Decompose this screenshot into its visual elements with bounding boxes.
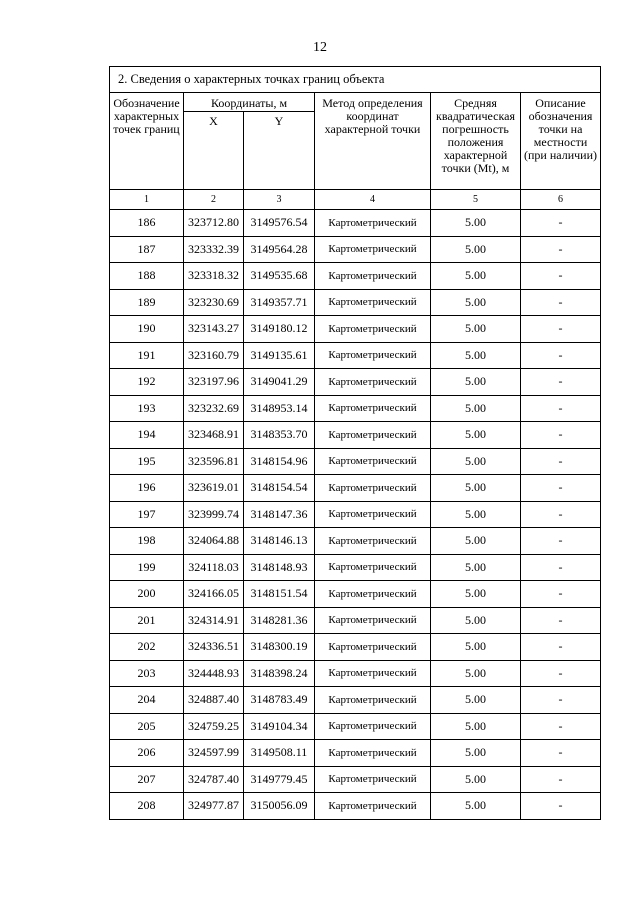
y-cell: 3148151.54 (244, 581, 315, 608)
description-cell: - (521, 793, 601, 820)
description-cell: - (521, 395, 601, 422)
description-cell: - (521, 236, 601, 263)
y-cell: 3149576.54 (244, 210, 315, 237)
column-number: 6 (521, 190, 601, 210)
y-cell: 3148147.36 (244, 501, 315, 528)
table-row (110, 793, 601, 820)
table-row (110, 263, 601, 290)
x-cell: 324336.51 (184, 634, 244, 661)
y-cell: 3148281.36 (244, 607, 315, 634)
description-cell: - (521, 289, 601, 316)
error-cell: 5.00 (431, 289, 521, 316)
x-cell: 323999.74 (184, 501, 244, 528)
x-cell: 324166.05 (184, 581, 244, 608)
point-cell: 189 (110, 289, 184, 316)
point-cell: 193 (110, 395, 184, 422)
point-cell: 195 (110, 448, 184, 475)
error-cell: 5.00 (431, 448, 521, 475)
error-cell: 5.00 (431, 263, 521, 290)
y-cell: 3148300.19 (244, 634, 315, 661)
table-row (110, 528, 601, 555)
x-cell: 323712.80 (184, 210, 244, 237)
description-cell: - (521, 422, 601, 449)
x-cell: 324448.93 (184, 660, 244, 687)
point-cell: 204 (110, 687, 184, 714)
header-coordinates: Координаты, м (184, 93, 315, 112)
error-cell: 5.00 (431, 369, 521, 396)
x-cell: 324977.87 (184, 793, 244, 820)
description-cell: - (521, 740, 601, 767)
table-row (110, 634, 601, 661)
point-cell: 192 (110, 369, 184, 396)
table-row (110, 687, 601, 714)
description-cell: - (521, 210, 601, 237)
point-cell: 186 (110, 210, 184, 237)
description-cell: - (521, 713, 601, 740)
method-cell: Картометрический (315, 263, 431, 290)
table-row (110, 713, 601, 740)
y-cell: 3149180.12 (244, 316, 315, 343)
table-row (110, 740, 601, 767)
x-cell: 324887.40 (184, 687, 244, 714)
column-number: 3 (244, 190, 315, 210)
point-cell: 188 (110, 263, 184, 290)
table-row (110, 289, 601, 316)
error-cell: 5.00 (431, 740, 521, 767)
y-cell: 3148154.96 (244, 448, 315, 475)
error-cell: 5.00 (431, 475, 521, 502)
header-designation: Обозначение характерных точек границ (110, 93, 184, 190)
error-cell: 5.00 (431, 210, 521, 237)
method-cell: Картометрический (315, 501, 431, 528)
method-cell: Картометрический (315, 634, 431, 661)
table-row (110, 475, 601, 502)
point-cell: 208 (110, 793, 184, 820)
error-cell: 5.00 (431, 713, 521, 740)
method-cell: Картометрический (315, 316, 431, 343)
table-row (110, 448, 601, 475)
description-cell: - (521, 607, 601, 634)
header-x: X (184, 112, 244, 190)
table-row (110, 395, 601, 422)
method-cell: Картометрический (315, 713, 431, 740)
method-cell: Картометрический (315, 289, 431, 316)
method-cell: Картометрический (315, 342, 431, 369)
x-cell: 324787.40 (184, 766, 244, 793)
description-cell: - (521, 448, 601, 475)
method-cell: Картометрический (315, 475, 431, 502)
description-cell: - (521, 766, 601, 793)
y-cell: 3149041.29 (244, 369, 315, 396)
y-cell: 3148146.13 (244, 528, 315, 555)
table-row (110, 236, 601, 263)
error-cell: 5.00 (431, 554, 521, 581)
y-cell: 3149104.34 (244, 713, 315, 740)
table-row (110, 581, 601, 608)
point-cell: 199 (110, 554, 184, 581)
method-cell: Картометрический (315, 554, 431, 581)
x-cell: 323596.81 (184, 448, 244, 475)
description-cell: - (521, 554, 601, 581)
point-cell: 196 (110, 475, 184, 502)
boundary-points-table (109, 66, 601, 820)
point-cell: 194 (110, 422, 184, 449)
x-cell: 323332.39 (184, 236, 244, 263)
description-cell: - (521, 528, 601, 555)
y-cell: 3148953.14 (244, 395, 315, 422)
method-cell: Картометрический (315, 395, 431, 422)
error-cell: 5.00 (431, 316, 521, 343)
column-number: 2 (184, 190, 244, 210)
x-cell: 323197.96 (184, 369, 244, 396)
point-cell: 191 (110, 342, 184, 369)
description-cell: - (521, 342, 601, 369)
description-cell: - (521, 501, 601, 528)
x-cell: 324759.25 (184, 713, 244, 740)
header-method: Метод определения координат характерной точки (315, 93, 431, 190)
x-cell: 323232.69 (184, 395, 244, 422)
x-cell: 323318.32 (184, 263, 244, 290)
method-cell: Картометрический (315, 422, 431, 449)
description-cell: - (521, 263, 601, 290)
header-description: Описание обозначения точки на местности (при наличии) (521, 93, 601, 190)
error-cell: 5.00 (431, 395, 521, 422)
table-row (110, 210, 601, 237)
error-cell: 5.00 (431, 607, 521, 634)
x-cell: 323230.69 (184, 289, 244, 316)
y-cell: 3149135.61 (244, 342, 315, 369)
column-numbers-row (110, 190, 601, 210)
column-number: 4 (315, 190, 431, 210)
x-cell: 323468.91 (184, 422, 244, 449)
point-cell: 205 (110, 713, 184, 740)
column-number: 5 (431, 190, 521, 210)
x-cell: 323143.27 (184, 316, 244, 343)
method-cell: Картометрический (315, 369, 431, 396)
point-cell: 206 (110, 740, 184, 767)
section-title: 2. Сведения о характерных точках границ объекта (110, 67, 601, 93)
error-cell: 5.00 (431, 422, 521, 449)
y-cell: 3149535.68 (244, 263, 315, 290)
x-cell: 324597.99 (184, 740, 244, 767)
error-cell: 5.00 (431, 634, 521, 661)
method-cell: Картометрический (315, 528, 431, 555)
error-cell: 5.00 (431, 687, 521, 714)
y-cell: 3148148.93 (244, 554, 315, 581)
point-cell: 200 (110, 581, 184, 608)
table-row (110, 342, 601, 369)
x-cell: 323160.79 (184, 342, 244, 369)
error-cell: 5.00 (431, 501, 521, 528)
y-cell: 3149564.28 (244, 236, 315, 263)
method-cell: Картометрический (315, 766, 431, 793)
description-cell: - (521, 369, 601, 396)
column-number: 1 (110, 190, 184, 210)
description-cell: - (521, 660, 601, 687)
table-row (110, 554, 601, 581)
point-cell: 207 (110, 766, 184, 793)
method-cell: Картометрический (315, 687, 431, 714)
table-row (110, 316, 601, 343)
description-cell: - (521, 475, 601, 502)
table-row (110, 422, 601, 449)
error-cell: 5.00 (431, 581, 521, 608)
table-row (110, 369, 601, 396)
error-cell: 5.00 (431, 236, 521, 263)
description-cell: - (521, 634, 601, 661)
table-row (110, 766, 601, 793)
y-cell: 3148398.24 (244, 660, 315, 687)
method-cell: Картометрический (315, 210, 431, 237)
point-cell: 198 (110, 528, 184, 555)
table-row (110, 607, 601, 634)
page-number: 12 (313, 40, 327, 55)
header-error: Средняя квадратическая погрешность положения характерной точки (Mt), м (431, 93, 521, 190)
y-cell: 3148154.54 (244, 475, 315, 502)
method-cell: Картометрический (315, 448, 431, 475)
y-cell: 3148783.49 (244, 687, 315, 714)
description-cell: - (521, 581, 601, 608)
x-cell: 324314.91 (184, 607, 244, 634)
method-cell: Картометрический (315, 581, 431, 608)
error-cell: 5.00 (431, 660, 521, 687)
y-cell: 3150056.09 (244, 793, 315, 820)
point-cell: 187 (110, 236, 184, 263)
error-cell: 5.00 (431, 342, 521, 369)
error-cell: 5.00 (431, 766, 521, 793)
error-cell: 5.00 (431, 528, 521, 555)
description-cell: - (521, 687, 601, 714)
header-y: Y (244, 112, 315, 190)
x-cell: 324064.88 (184, 528, 244, 555)
method-cell: Картометрический (315, 607, 431, 634)
y-cell: 3148353.70 (244, 422, 315, 449)
point-cell: 202 (110, 634, 184, 661)
y-cell: 3149508.11 (244, 740, 315, 767)
point-cell: 197 (110, 501, 184, 528)
method-cell: Картометрический (315, 660, 431, 687)
point-cell: 190 (110, 316, 184, 343)
x-cell: 324118.03 (184, 554, 244, 581)
y-cell: 3149357.71 (244, 289, 315, 316)
description-cell: - (521, 316, 601, 343)
error-cell: 5.00 (431, 793, 521, 820)
table-row (110, 660, 601, 687)
point-cell: 201 (110, 607, 184, 634)
y-cell: 3149779.45 (244, 766, 315, 793)
table-row (110, 501, 601, 528)
x-cell: 323619.01 (184, 475, 244, 502)
method-cell: Картометрический (315, 236, 431, 263)
point-cell: 203 (110, 660, 184, 687)
method-cell: Картометрический (315, 793, 431, 820)
method-cell: Картометрический (315, 740, 431, 767)
